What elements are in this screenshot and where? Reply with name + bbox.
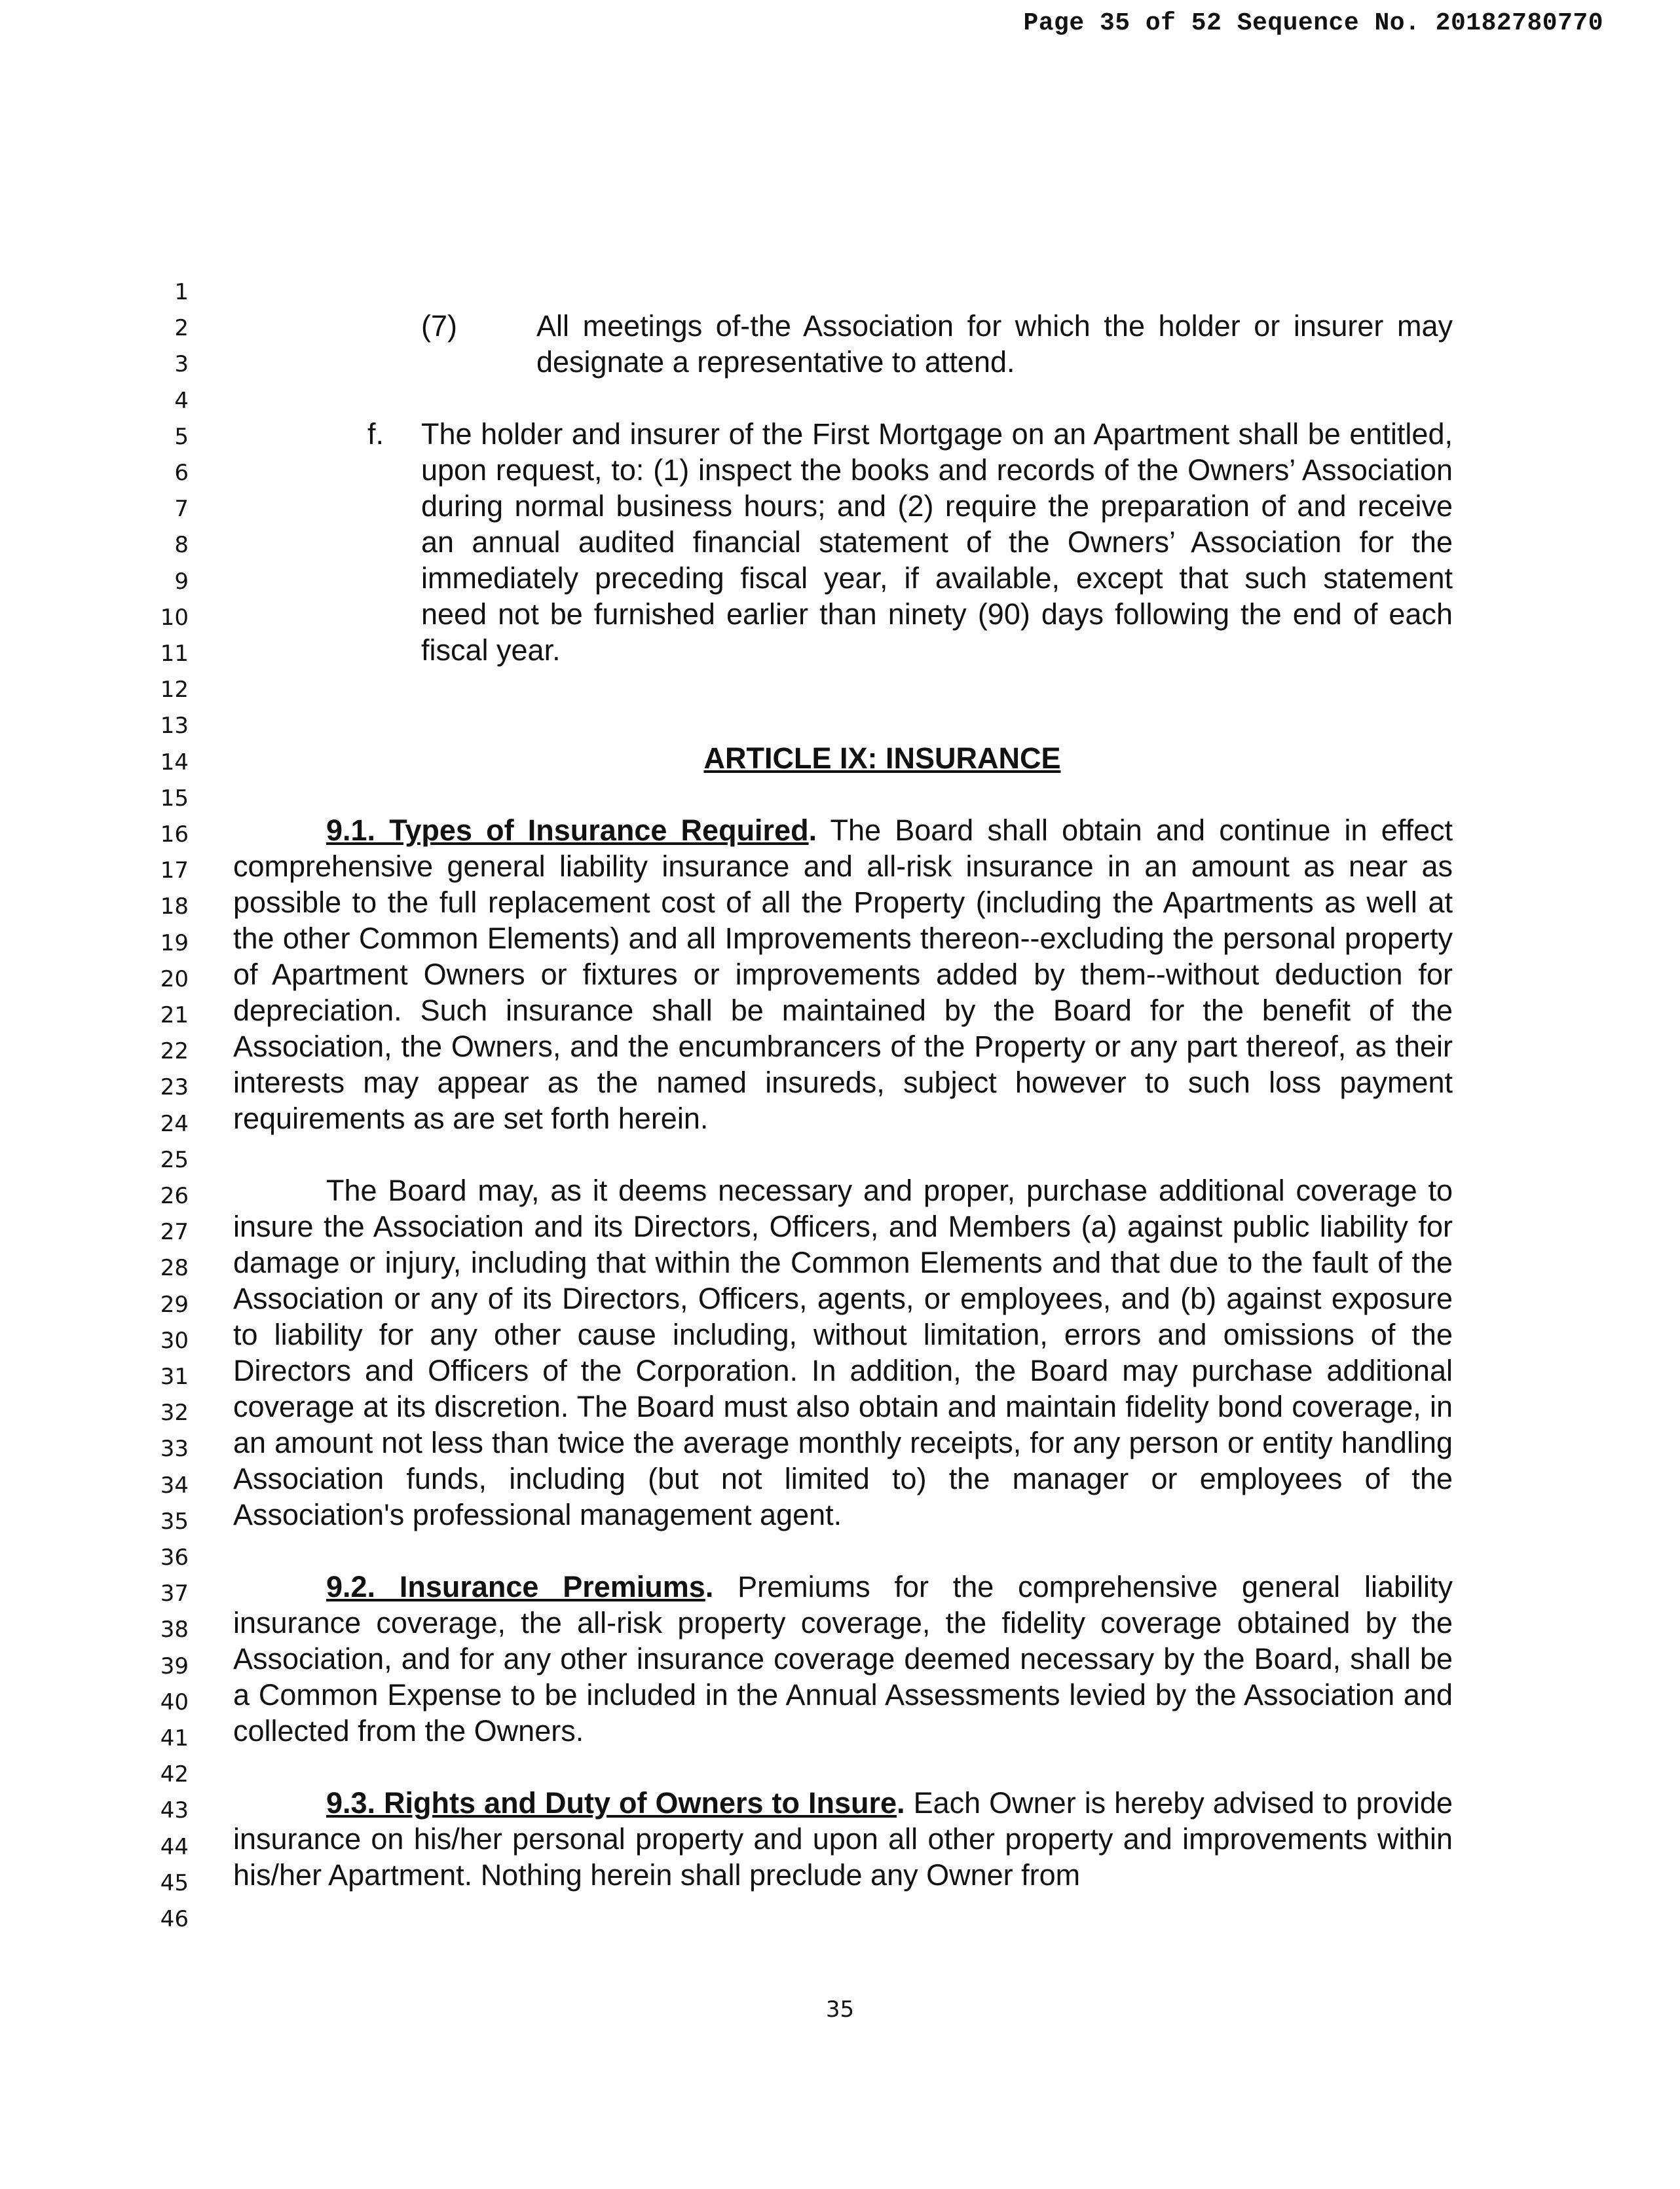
line-number: 28 [160, 1255, 189, 1282]
line-number: 34 [160, 1472, 189, 1499]
line-number: 6 [174, 460, 189, 486]
line-number: 27 [160, 1219, 189, 1246]
line-number: 19 [160, 929, 189, 956]
list-item-f-text: The holder and insurer of the First Mortgage on an Apartment shall be entitled, upon request, to: (1) inspect the books and records of the Owners’ Association during normal business hours; and (2) require the preparation of and receive an annual audited financial statement of the Owners’ Association for the immediately preceding fiscal year, if available, except that such statement need not be furnished earlier than ninety (90) days following the end of each fiscal year. [421, 417, 1453, 667]
line-number: 17 [160, 857, 189, 884]
line-number: 26 [160, 1183, 189, 1209]
section-9-1 [233, 812, 1453, 1136]
line-number: 5 [174, 423, 189, 450]
line-number: 32 [160, 1400, 189, 1427]
section-9-2-text: Premiums for the comprehensive general liability insurance coverage, the all-risk property coverage, the fidelity coverage obtained by the Association, and for any other insurance coverage deemed necessary by the Board, shall be a Common Expense to be included in the Annual Assessments levied by the Association and collected from the Owners. [233, 1570, 1453, 1748]
line-number: 37 [160, 1581, 189, 1607]
line-number: 13 [160, 713, 189, 739]
list-item-7-label: (7) [421, 309, 457, 343]
article-title: ARTICLE IX: INSURANCE [703, 741, 1061, 775]
line-number: 39 [160, 1653, 189, 1679]
line-number: 29 [160, 1291, 189, 1318]
line-number: 16 [160, 821, 189, 848]
line-number: 7 [174, 496, 189, 523]
line-number: 11 [160, 641, 189, 667]
section-9-3 [233, 1785, 1453, 1893]
section-9-1-heading: 9.1. Types of Insurance Required [326, 814, 809, 847]
line-number: 40 [160, 1689, 189, 1715]
line-number: 36 [160, 1544, 189, 1571]
section-9-1-punct: . [808, 814, 817, 847]
line-number: 41 [160, 1725, 189, 1751]
line-number: 2 [174, 315, 189, 342]
line-number: 23 [160, 1074, 189, 1101]
document-body [233, 308, 1453, 1893]
line-number: 21 [160, 1002, 189, 1028]
line-number: 43 [160, 1797, 189, 1824]
line-number: 45 [160, 1869, 189, 1896]
line-number: 30 [160, 1327, 189, 1354]
list-item-7 [421, 308, 1453, 380]
section-9-3-heading: 9.3. Rights and Duty of Owners to Insure [326, 1786, 897, 1820]
section-9-2-punct: . [705, 1570, 714, 1603]
line-number: 46 [160, 1906, 189, 1932]
line-number: 33 [160, 1436, 189, 1463]
line-number: 9 [174, 568, 189, 595]
section-9-2-heading: 9.2. Insurance Premiums [326, 1570, 705, 1603]
line-number: 25 [160, 1146, 189, 1173]
line-number: 31 [160, 1364, 189, 1390]
line-number: 4 [174, 387, 189, 414]
line-number: 15 [160, 785, 189, 812]
list-item-f [233, 416, 1453, 668]
section-9-3-text: Each Owner is hereby advised to provide insurance on his/her personal property and upon all other property and improvements within his/her Apartment. Nothing herein shall preclude any Owner from [233, 1786, 1453, 1892]
list-item-f-label: f. [367, 417, 384, 451]
section-9-1-text: The Board shall obtain and continue in effect comprehensive general liability insurance and all-risk insurance in an amount as near as possible to the full replacement cost of all the Property (including the Apartments as well at the other Common Elements) and all Improvements thereon--excluding the personal property of Apartment Owners or fixtures or improvements added by them--without deduction for depreciation. Such insurance shall be maintained by the Board for the benefit of the Association, the Owners, and the encumbrancers of the Property or any part thereof, as their interests may appear as the named insureds, subject however to such loss payment requirements as are set forth herein. [233, 814, 1453, 1135]
line-number: 10 [160, 604, 189, 631]
page-header: Page 35 of 52 Sequence No. 20182780770 [1023, 9, 1603, 37]
line-number: 22 [160, 1038, 189, 1065]
line-number: 44 [160, 1833, 189, 1860]
line-number: 12 [160, 677, 189, 703]
line-number: 42 [160, 1761, 189, 1788]
line-number: 14 [160, 749, 189, 776]
section-9-2 [233, 1569, 1453, 1749]
line-number: 24 [160, 1110, 189, 1137]
line-number-column [0, 0, 196, 2189]
line-number: 20 [160, 965, 189, 992]
line-number: 35 [160, 1508, 189, 1535]
line-number: 3 [174, 351, 189, 378]
line-number: 1 [174, 279, 189, 305]
line-number: 38 [160, 1617, 189, 1643]
additional-coverage-paragraph: The Board may, as it deems necessary and proper, purchase additional coverage to insure the Association and its Directors, Officers, and Members (a) against public liability for damage or injury, including that within the Common Elements and that due to the fault of the Association or any of its Directors, Officers, agents, or employees, and (b) against exposure to liability for any other cause including, without limitation, errors and omissions of the Directors and Officers of the Corporation. In addition, the Board may purchase additional coverage at its discretion. The Board must also obtain and maintain fidelity bond coverage, in an amount not less than twice the average monthly receipts, for any person or entity handling Association funds, including (but not limited to) the manager or employees of the Association's professional management agent. [233, 1174, 1453, 1531]
page-number: 35 [825, 1996, 855, 2023]
line-number: 18 [160, 893, 189, 920]
line-number: 8 [174, 532, 189, 559]
list-item-7-text: All meetings of-the Association for which the holder or insurer may designate a representative to attend. [536, 309, 1453, 379]
section-9-3-punct: . [897, 1786, 905, 1820]
